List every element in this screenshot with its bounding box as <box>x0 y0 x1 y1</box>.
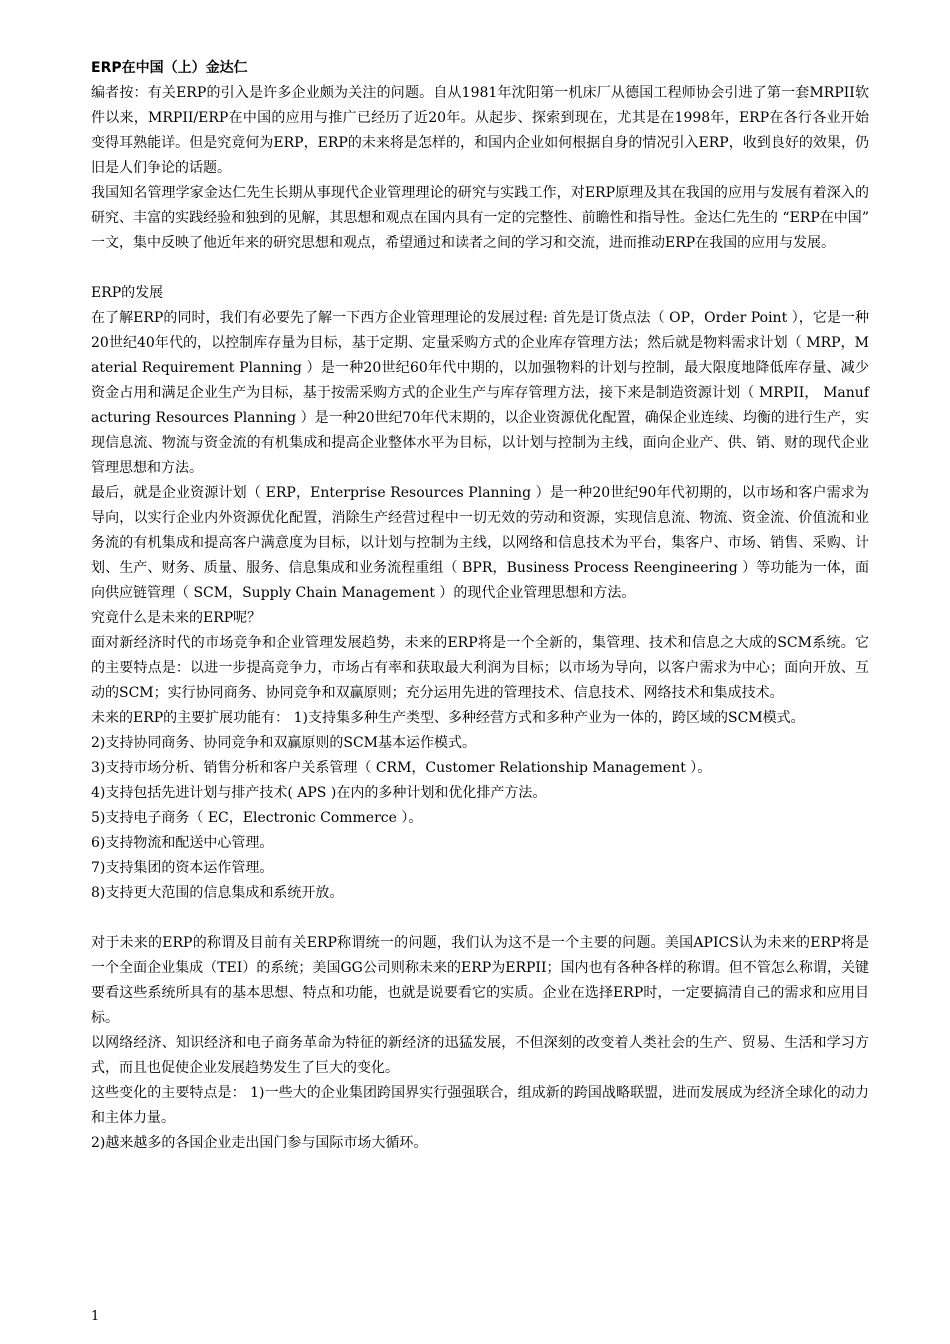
section-heading-future: 究竟什么是未来的ERP呢？ <box>91 610 262 626</box>
section-spacer <box>91 256 869 281</box>
development-paragraph-2: 最后，就是企业资源计划（ ERP，Enterprise Resources Planning ）是一种20世纪90年代初期的，以市场和客户需求为导向，以实行企业内外资源优化配置，消除生产经营过程中一切无效的劳动和资源，实现信息流、物流、资金流、价值流和业务流的有机集成和提高客户满意度为目标，以计划与控制为主线，以网络和信息技术为平台，集客户、市场、销售、采购、计划、生产、财务、质量、服务、信息集成和业务流程重组（ BPR，Business Process Reengineering ）等功能为一体，面向供应链管理（ SCM，Supply Chain Management ）的现代企业管理思想和方法。 <box>91 485 869 601</box>
list-item: 5)支持电子商务（ EC，Electronic Commerce ）。 <box>91 810 423 826</box>
list-item: 7)支持集团的资本运作管理。 <box>91 860 274 876</box>
future-paragraph-1: 面对新经济时代的市场竞争和企业管理发展趋势，未来的ERP将是一个全新的，集管理、技术和信息之大成的SCM系统。它的主要特点是：以进一步提高竞争力，市场占有率和获取最大利润为目标；以市场为导向，以客户需求为中心；面向开放、互动的SCM；实行协同商务、协同竞争和双赢原则；充分运用先进的管理技术、信息技术、网络技术和集成技术。 <box>91 635 869 701</box>
page-number: 1 <box>91 1309 100 1324</box>
intro-paragraph-1: 编者按：有关ERP的引入是许多企业颇为关注的问题。自从1981年沈阳第一机床厂从德国工程师协会引进了第一套MRPII软件以来，MRPII/ERP在中国的应用与推广已经历了近20年。从起步、探索到现在，尤其是在1998年，ERP在各行各业开始变得耳熟能详。但是究竟何为ERP，ERP的未来将是怎样的，和国内企业如何根据自身的情况引入ERP，收到良好的效果，仍旧是人们争论的话题。 <box>91 85 869 176</box>
naming-paragraph-4: 2)越来越多的各国企业走出国门参与国际市场大循环。 <box>91 1135 428 1151</box>
list-item: 2)支持协同商务、协同竞争和双赢原则的SCM基本运作模式。 <box>91 735 477 751</box>
section-heading-development: ERP的发展 <box>91 285 164 301</box>
list-item: 4)支持包括先进计划与排产技术( APS )在内的多种计划和优化排产方法。 <box>91 785 547 801</box>
list-item: 8)支持更大范围的信息集成和系统开放。 <box>91 885 344 901</box>
naming-paragraph-3: 这些变化的主要特点是： 1)一些大的企业集团跨国界实行强强联合，组成新的跨国战略联盟，进而发展成为经济全球化的动力和主体力量。 <box>91 1085 869 1126</box>
future-paragraph-2: 未来的ERP的主要扩展功能有： 1)支持集多种生产类型、多种经营方式和多种产业为一体的，跨区域的SCM模式。 <box>91 710 805 726</box>
list-item: 3)支持市场分析、销售分析和客户关系管理（ CRM，Customer Relationship Management ）。 <box>91 760 712 776</box>
naming-paragraph-1: 对于未来的ERP的称谓及目前有关ERP称谓统一的问题，我们认为这不是一个主要的问题。美国APICS认为未来的ERP将是一个全面企业集成（TEI）的系统；美国GG公司则称未来的ERP为ERPII；国内也有各种各样的称谓。但不管怎么称谓，关键要看这些系统所具有的基本思想、特点和功能，也就是说要看它的实质。企业在选择ERP时，一定要搞清自己的需求和应用目标。 <box>91 935 869 1026</box>
list-item: 6)支持物流和配送中心管理。 <box>91 835 274 851</box>
naming-paragraph-2: 以网络经济、知识经济和电子商务革命为特征的新经济的迅猛发展，不但深刻的改变着人类社会的生产、贸易、生活和学习方式，而且也促使企业发展趋势发生了巨大的变化。 <box>91 1035 869 1076</box>
intro-paragraph-2: 我国知名管理学家金达仁先生长期从事现代企业管理理论的研究与实践工作，对ERP原理及其在我国的应用与发展有着深入的研究、丰富的实践经验和独到的见解，其思想和观点在国内具有一定的完整性、前瞻性和指导性。金达仁先生的 “ERP在中国” 一文，集中反映了他近年来的研究思想和观点，希望通过和读者之间的学习和交流，进而推动ERP在我国的应用与发展。 <box>91 185 869 251</box>
section-spacer <box>91 906 869 931</box>
development-paragraph-1: 在了解ERP的同时，我们有必要先了解一下西方企业管理理论的发展过程: 首先是订货点法（ OP，Order Point ），它是一种20世纪40年代的，以控制库存量为目标，基于定期、定量采购方式的企业库存管理方法；然后就是物料需求计划（ MRP，Material Requirement Planning ）是一种20世纪60年代中期的，以加强物料的计划与控制，最大限度地降低库存量、减少资金占用和满足企业生产为目标，基于按需采购方式的企业生产与库存管理方法，接下来是制造资源计划（ MRPII， Manufacturing Resources Planning ）是一种20世纪70年代末期的，以企业资源优化配置，确保企业连续、均衡的进行生产，实现信息流、物流与资金流的有机集成和提高企业整体水平为目标，以计划与控制为主线，面向企业产、供、销、财的现代企业管理思想和方法。 <box>91 310 869 476</box>
document-page <box>91 56 869 1156</box>
document-title: ERP在中国（上）金达仁 <box>91 60 248 76</box>
